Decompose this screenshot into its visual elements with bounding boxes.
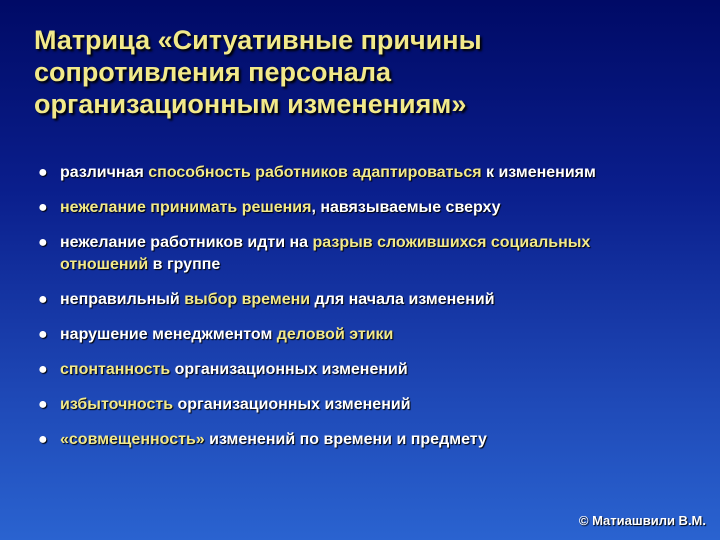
item-text: изменений по времени и предмету <box>204 431 487 448</box>
item-text: организационных изменений <box>173 396 411 413</box>
item-highlight: нежелание принимать решения <box>60 199 312 216</box>
item-highlight: избыточность <box>60 396 174 413</box>
item-text: в группе <box>148 256 221 273</box>
copyright-credit: © Матиашвили В.М. <box>578 513 706 528</box>
item-highlight: деловой этики <box>276 326 394 343</box>
bullet-list <box>38 162 678 464</box>
bullet-icon: ● <box>38 396 48 413</box>
bullet-icon: ● <box>38 164 48 181</box>
item-highlight: «совмещенность» <box>60 431 205 448</box>
list-item <box>38 232 678 276</box>
bullet-icon: ● <box>38 291 48 308</box>
list-item <box>38 324 678 346</box>
list-item <box>38 359 678 381</box>
item-text: к изменениям <box>481 164 596 181</box>
bullet-icon: ● <box>38 199 48 216</box>
item-highlight: выбор времени <box>184 291 311 308</box>
item-highlight: способность работников адаптироваться <box>148 164 482 181</box>
item-text: неправильный <box>60 291 185 308</box>
item-text: организационных изменений <box>170 361 408 378</box>
list-item <box>38 289 678 311</box>
bullet-icon: ● <box>38 431 48 448</box>
list-item <box>38 162 678 184</box>
title-line: сопротивления персонала <box>34 57 391 87</box>
item-text: нежелание работников идти на <box>60 234 313 251</box>
title-line: Матрица «Ситуативные причины <box>34 25 482 55</box>
item-highlight: спонтанность <box>60 361 171 378</box>
list-item <box>38 429 678 451</box>
slide-title <box>34 24 694 120</box>
item-text: различная <box>60 164 149 181</box>
bullet-icon: ● <box>38 361 48 378</box>
list-item <box>38 394 678 416</box>
item-text: , навязываемые сверху <box>311 199 501 216</box>
item-text: нарушение менеджментом <box>60 326 277 343</box>
item-text: для начала изменений <box>310 291 495 308</box>
bullet-icon: ● <box>38 234 48 251</box>
bullet-icon: ● <box>38 326 48 343</box>
list-item <box>38 197 678 219</box>
item-highlight: разрыв сложившихся социальных отношений <box>60 234 591 273</box>
title-line: организационным изменениям» <box>34 89 467 119</box>
